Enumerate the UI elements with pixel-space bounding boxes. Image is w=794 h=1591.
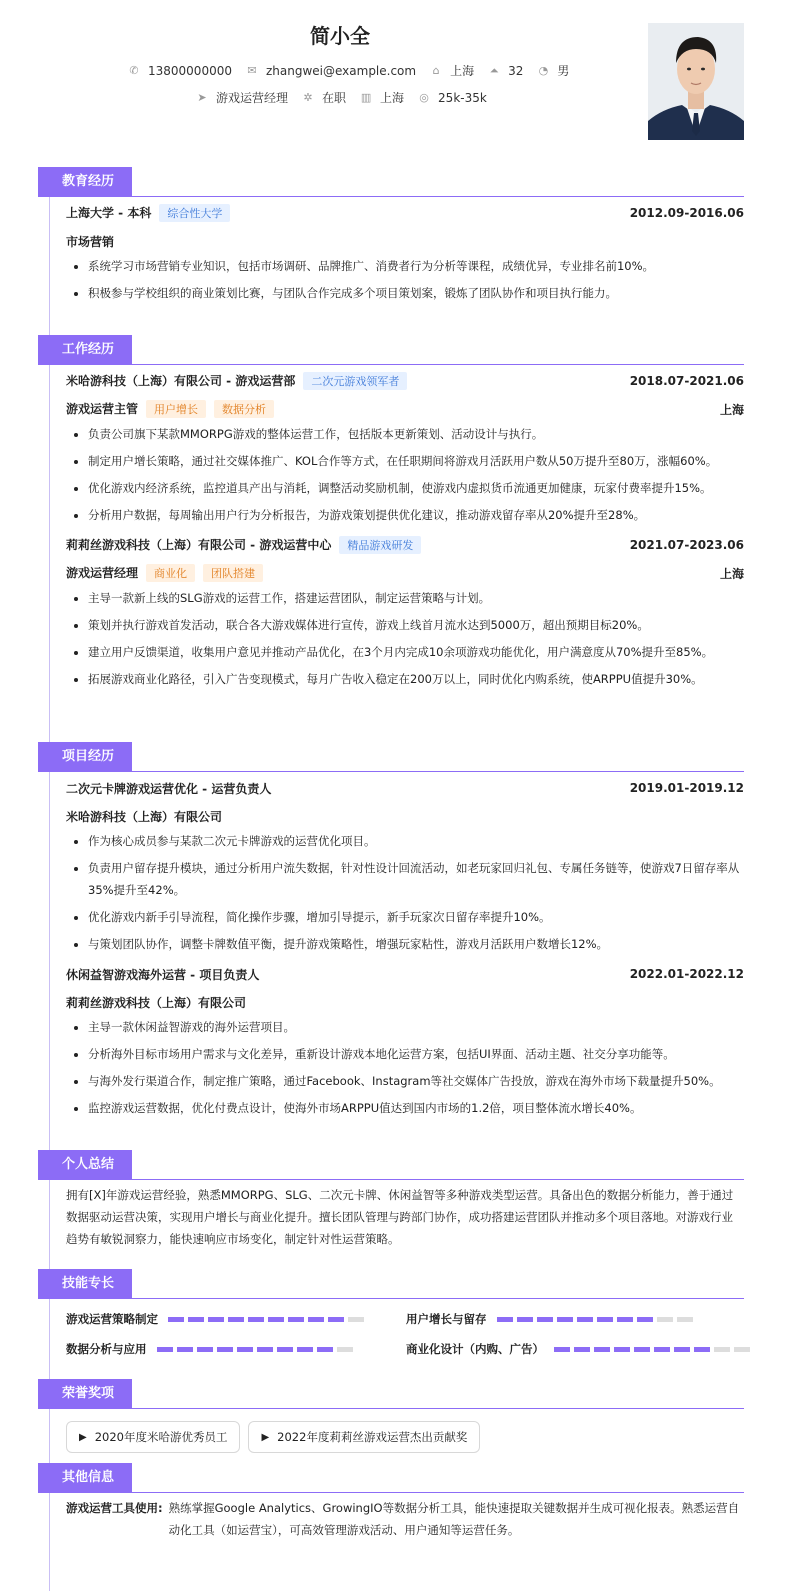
skill-level-bar [157, 1347, 357, 1352]
section-rule [38, 771, 744, 772]
work-date: 2021.07-2023.06 [629, 538, 744, 552]
work-location: 上海 [719, 566, 744, 581]
awards-body [38, 1409, 744, 1453]
company-name: 莉莉丝游戏科技（上海）有限公司 - 游戏运营中心 [66, 538, 332, 552]
project-bullets [66, 1016, 744, 1119]
section-title: 其他信息 [38, 1463, 132, 1493]
skill-bar-segment [574, 1347, 590, 1352]
skill-bar-segment [537, 1317, 553, 1322]
summary-text: 拥有[X]年游戏运营经验，熟悉MMORPG、SLG、二次元卡牌、休闲益智等多种游戏类型运营。具备出色的数据分析能力，善于通过数据驱动运营决策，实现用户增长与商业化提升。擅长团队管理与跨部门协作，成功搭建运营团队并推动多个项目落地。对游戏行业趋势有敏锐洞察力，能快速响应市场变化，制定针对性运营策略。 [66, 1188, 734, 1246]
skill-bar-segment [337, 1347, 353, 1352]
profile-photo [648, 23, 744, 140]
school-name: 上海大学 - 本科 [66, 206, 152, 220]
skill-bar-segment [614, 1347, 630, 1352]
skill-tag: 用户增长 [146, 400, 206, 418]
phone-value: 13800000000 [148, 63, 232, 78]
list-item: • 制定用户增长策略，通过社交媒体推广、KOL合作等方式，在任职期间将游戏月活跃用户数从50万提升至80万，涨幅60%。 [88, 450, 744, 472]
skill-bar-segment [237, 1347, 253, 1352]
school-tag: 综合性大学 [159, 204, 230, 222]
skill-name: 用户增长与留存 [406, 1312, 487, 1326]
skill-bar-segment [277, 1347, 293, 1352]
email-item [246, 64, 416, 78]
section-title: 个人总结 [38, 1150, 132, 1180]
skill-bar-segment [654, 1347, 670, 1352]
skill-bar-segment [617, 1317, 633, 1322]
skill-level-bar [168, 1317, 368, 1322]
education-bullets [66, 255, 744, 304]
skill-tag: 商业化 [146, 564, 195, 582]
other-section [38, 1463, 744, 1541]
list-item: • 与策划团队协作，调整卡牌数值平衡，提升游戏策略性，增强玩家粘性，游戏月活跃用户数增长12%。 [88, 933, 744, 955]
list-item: • 负责公司旗下某款MMORPG游戏的整体运营工作，包括版本更新策划、活动设计与执行。 [88, 423, 744, 445]
skill-level-bar [554, 1347, 754, 1352]
skill-bar-segment [497, 1317, 513, 1322]
skill-bar-segment [694, 1347, 710, 1352]
list-item: • 策划并执行游戏首发活动，联合各大游戏媒体进行宣传，游戏上线首月流水达到5000万，超出预期目标20%。 [88, 614, 744, 636]
gender-icon: ◔ [538, 63, 549, 77]
contact-row [128, 62, 583, 79]
summary-section [38, 1150, 744, 1250]
skill-bar-segment [557, 1317, 573, 1322]
skill-level-bar [497, 1317, 697, 1322]
section-title: 项目经历 [38, 742, 132, 772]
company-tag: 二次元游戏领军者 [303, 372, 407, 390]
skill-bar-segment [677, 1317, 693, 1322]
list-item: • 作为核心成员参与某款二次元卡牌游戏的运营优化项目。 [88, 830, 744, 852]
status-icon: ✲ [303, 90, 313, 104]
summary-body [38, 1180, 744, 1250]
education-header [38, 167, 744, 197]
salary-item [418, 91, 487, 105]
company-tag: 精品游戏研发 [339, 536, 421, 554]
play-icon: ▶ [79, 1431, 87, 1443]
job-title: 游戏运营经理 [66, 566, 139, 580]
skill-bar-segment [634, 1347, 650, 1352]
skill-bar-segment [517, 1317, 533, 1322]
position-item [196, 89, 288, 106]
list-item: • 积极参与学校组织的商业策划比赛，与团队合作完成多个项目策划案，锻炼了团队协作和项目执行能力。 [88, 282, 744, 304]
status-value: 在职 [322, 91, 347, 105]
project-name: 休闲益智游戏海外运营 - 项目负责人 [66, 967, 260, 982]
skill-bar-segment [168, 1317, 184, 1322]
section-rule [38, 196, 744, 197]
phone-icon: ✆ [129, 63, 139, 77]
projects-body [38, 774, 744, 1119]
skill-bar-segment [248, 1317, 264, 1322]
awards-section [38, 1379, 744, 1453]
list-item: • 优化游戏内经济系统，监控道具产出与消耗，调整活动奖励机制，使游戏内虚拟货币流通更加健康，玩家付费率提升15%。 [88, 477, 744, 499]
other-label: 游戏运营工具使用: [66, 1501, 163, 1515]
skill-bar-segment [228, 1317, 244, 1322]
location-item [430, 62, 474, 79]
home-icon: ⌂ [432, 63, 440, 77]
list-item: • 优化游戏内新手引导流程，简化操作步骤，增加引导提示，新手玩家次日留存率提升10%。 [88, 906, 744, 928]
skill-bar-segment [657, 1317, 673, 1322]
play-icon: ▶ [261, 1431, 270, 1443]
education-body [38, 199, 744, 304]
major: 市场营销 [66, 234, 115, 249]
mail-icon: ✉ [247, 63, 257, 77]
work-body [38, 367, 744, 690]
award-label: 2022年度莉莉丝游戏运营杰出贡献奖 [277, 1430, 468, 1444]
skill-item [406, 1311, 746, 1327]
projects-header [38, 742, 744, 772]
job-intent-row [196, 89, 501, 106]
skill-bar-segment [268, 1317, 284, 1322]
skill-item [66, 1341, 406, 1357]
skills-section [38, 1269, 744, 1357]
list-item: • 建立用户反馈渠道，收集用户意见并推动产品优化，在3个月内完成10余项游戏功能优化，用户满意度从70%提升至85%。 [88, 641, 744, 663]
project-company: 莉莉丝游戏科技（上海）有限公司 [66, 995, 247, 1010]
skill-item [406, 1341, 746, 1357]
project-date: 2019.01-2019.12 [629, 781, 744, 795]
position-icon: ➤ [197, 90, 207, 104]
skills-body [38, 1299, 744, 1357]
list-item: • 负责用户留存提升模块，通过分析用户流失数据，针对性设计回流活动，如老玩家回归礼包、专属任务链等，使游戏7日留存率从35%提升至42%。 [88, 857, 744, 901]
other-text: 熟练掌握Google Analytics、GrowingIO等数据分析工具，能快速提取关键数据并生成可视化报表。熟悉运营自动化工具（如运营宝），可高效管理游戏活动、用户通知等运营任务。 [168, 1501, 740, 1537]
education-section [38, 167, 744, 309]
resume-header [0, 0, 794, 160]
skill-bar-segment [577, 1317, 593, 1322]
skill-bar-segment [317, 1347, 333, 1352]
award-chip [66, 1421, 240, 1453]
project-name: 二次元卡牌游戏运营优化 - 运营负责人 [66, 781, 272, 796]
skill-bar-segment [297, 1347, 313, 1352]
list-item: • 分析用户数据，每周输出用户行为分析报告，为游戏策划提供优化建议，推动游戏留存率从20%提升至28%。 [88, 504, 744, 526]
city-value: 上海 [380, 91, 405, 105]
age-icon: ⏶ [489, 63, 499, 77]
skills-header [38, 1269, 744, 1299]
email-value: zhangwei@example.com [265, 63, 417, 78]
section-rule [38, 364, 744, 365]
work-bullets [66, 423, 744, 526]
status-item [302, 89, 346, 106]
skill-item [66, 1311, 406, 1327]
city-icon: ▥ [360, 90, 372, 104]
skill-tag: 团队搭建 [203, 564, 263, 582]
skill-bar-segment [177, 1347, 193, 1352]
candidate-name: 简小全 [310, 24, 370, 48]
section-title: 教育经历 [38, 167, 132, 197]
list-item: • 主导一款休闲益智游戏的海外运营项目。 [88, 1016, 744, 1038]
list-item: • 主导一款新上线的SLG游戏的运营工作，搭建运营团队，制定运营策略与计划。 [88, 587, 744, 609]
skill-bar-segment [674, 1347, 690, 1352]
location-value: 上海 [450, 64, 475, 78]
gender-value: 男 [557, 64, 570, 78]
skill-bar-segment [637, 1317, 653, 1322]
salary-icon: ◎ [419, 90, 429, 104]
skill-bar-segment [328, 1317, 344, 1322]
skill-bar-segment [348, 1317, 364, 1322]
skill-bar-segment [288, 1317, 304, 1322]
list-item: • 监控游戏运营数据，优化付费点设计，使海外市场ARPPU值达到国内市场的1.2倍，项目整体流水增长40%。 [88, 1097, 744, 1119]
skill-bar-segment [734, 1347, 750, 1352]
projects-section [38, 742, 744, 1124]
project-date: 2022.01-2022.12 [629, 967, 744, 981]
summary-header [38, 1150, 744, 1180]
position-value: 游戏运营经理 [216, 91, 289, 105]
skill-bar-segment [217, 1347, 233, 1352]
skill-bar-segment [188, 1317, 204, 1322]
city-item [360, 89, 404, 106]
other-header [38, 1463, 744, 1493]
skill-bar-segment [554, 1347, 570, 1352]
section-title: 技能专长 [38, 1269, 132, 1299]
work-date: 2018.07-2021.06 [629, 374, 744, 388]
skill-bar-segment [157, 1347, 173, 1352]
work-header [38, 335, 744, 365]
skill-name: 数据分析与应用 [66, 1342, 147, 1356]
age-item [488, 64, 523, 78]
work-section [38, 335, 744, 695]
salary-value: 25k-35k [438, 90, 487, 105]
award-label: 2020年度米哈游优秀员工 [94, 1430, 228, 1444]
education-date: 2012.09-2016.06 [629, 206, 744, 220]
list-item: • 拓展游戏商业化路径，引入广告变现模式，每月广告收入稳定在200万以上，同时优化内购系统，使ARPPU值提升30%。 [88, 668, 744, 690]
skill-bar-segment [208, 1317, 224, 1322]
age-value: 32 [508, 63, 524, 78]
project-bullets [66, 830, 744, 955]
other-body [38, 1493, 744, 1541]
skill-bar-segment [257, 1347, 273, 1352]
section-title: 工作经历 [38, 335, 132, 365]
work-bullets [66, 587, 744, 690]
skill-bar-segment [197, 1347, 213, 1352]
skill-name: 游戏运营策略制定 [66, 1312, 158, 1326]
skill-tag: 数据分析 [214, 400, 274, 418]
work-location: 上海 [719, 402, 744, 417]
section-title: 荣誉奖项 [38, 1379, 132, 1409]
skill-bar-segment [594, 1347, 610, 1352]
skill-name: 商业化设计（内购、广告） [406, 1342, 544, 1356]
job-title: 游戏运营主管 [66, 402, 139, 416]
award-chip [248, 1421, 480, 1453]
awards-header [38, 1379, 744, 1409]
company-name: 米哈游科技（上海）有限公司 - 游戏运营部 [66, 374, 296, 388]
phone-item [128, 64, 232, 78]
list-item: • 与海外发行渠道合作，制定推广策略，通过Facebook、Instagram等社交媒体广告投放，游戏在海外市场下载量提升50%。 [88, 1070, 744, 1092]
skill-bar-segment [714, 1347, 730, 1352]
gender-item [537, 62, 569, 79]
list-item: • 分析海外目标市场用户需求与文化差异，重新设计游戏本地化运营方案，包括UI界面、活动主题、社交分享功能等。 [88, 1043, 744, 1065]
skill-bar-segment [597, 1317, 613, 1322]
skill-bar-segment [308, 1317, 324, 1322]
project-company: 米哈游科技（上海）有限公司 [66, 809, 223, 824]
list-item: • 系统学习市场营销专业知识，包括市场调研、品牌推广、消费者行为分析等课程，成绩优异，专业排名前10%。 [88, 255, 744, 277]
